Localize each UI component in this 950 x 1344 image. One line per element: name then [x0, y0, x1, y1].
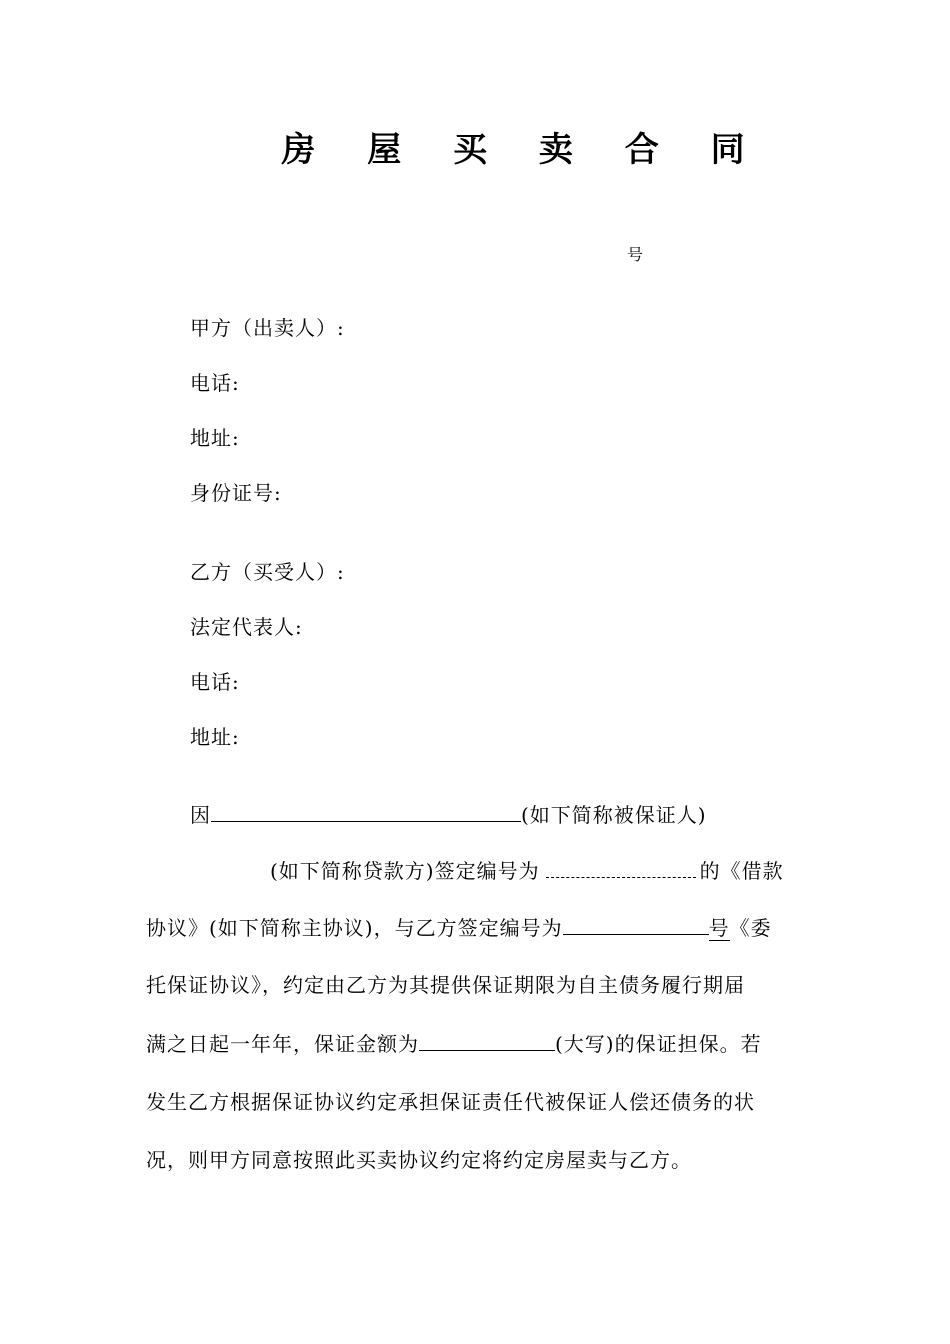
party-b-legal-rep-label: 法定代表人: [190, 615, 303, 639]
body-line-3-prefix: 协议》(如下简称主协议)，与乙方签定编号为 [146, 916, 563, 940]
party-a-heading: 甲方（出卖人）: [190, 316, 345, 340]
entrust-agreement-number-blank [563, 912, 709, 935]
body-line-5-prefix: 满之日起一年年，保证金额为 [146, 1032, 419, 1056]
body-line-3-hao: 号 [708, 916, 730, 940]
party-a-phone-label: 电话: [190, 371, 240, 395]
body-line-5 [146, 1028, 762, 1059]
body-line-5-suffix: (大写)的保证担保。若 [555, 1032, 762, 1056]
body-line-7: 况，则甲方同意按照此买卖协议约定将约定房屋卖与乙方。 [146, 1148, 692, 1172]
page-title: 房 屋 买 卖 合 同 [281, 130, 765, 170]
body-line-1 [190, 799, 707, 830]
party-b-address-label: 地址: [190, 725, 240, 749]
body-line-3 [146, 912, 772, 943]
loan-agreement-number-blank [546, 855, 696, 878]
body-line-6: 发生乙方根据保证协议约定承担保证责任代被保证人偿还债务的状 [146, 1090, 755, 1114]
body-line-3-suffix: 《委 [729, 916, 772, 940]
body-line-1-suffix: (如下简称被保证人) [521, 803, 707, 827]
party-a-id-label: 身份证号: [190, 481, 282, 505]
body-line-2 [270, 855, 784, 886]
doc-number-suffix: 号 [627, 245, 644, 264]
party-a-address-label: 地址: [190, 426, 240, 450]
party-b-phone-label: 电话: [190, 670, 240, 694]
body-line-1-prefix: 因 [190, 803, 211, 827]
guarantee-amount-blank [419, 1028, 555, 1051]
body-line-2-prefix: (如下简称贷款方)签定编号为 [270, 859, 540, 883]
party-b-heading: 乙方（买受人）: [190, 560, 345, 584]
body-line-4: 托保证协议》，约定由乙方为其提供保证期限为自主债务履行期届 [146, 973, 745, 997]
guaranteed-party-blank [211, 799, 521, 822]
body-line-2-suffix: 的《借款 [699, 859, 784, 883]
